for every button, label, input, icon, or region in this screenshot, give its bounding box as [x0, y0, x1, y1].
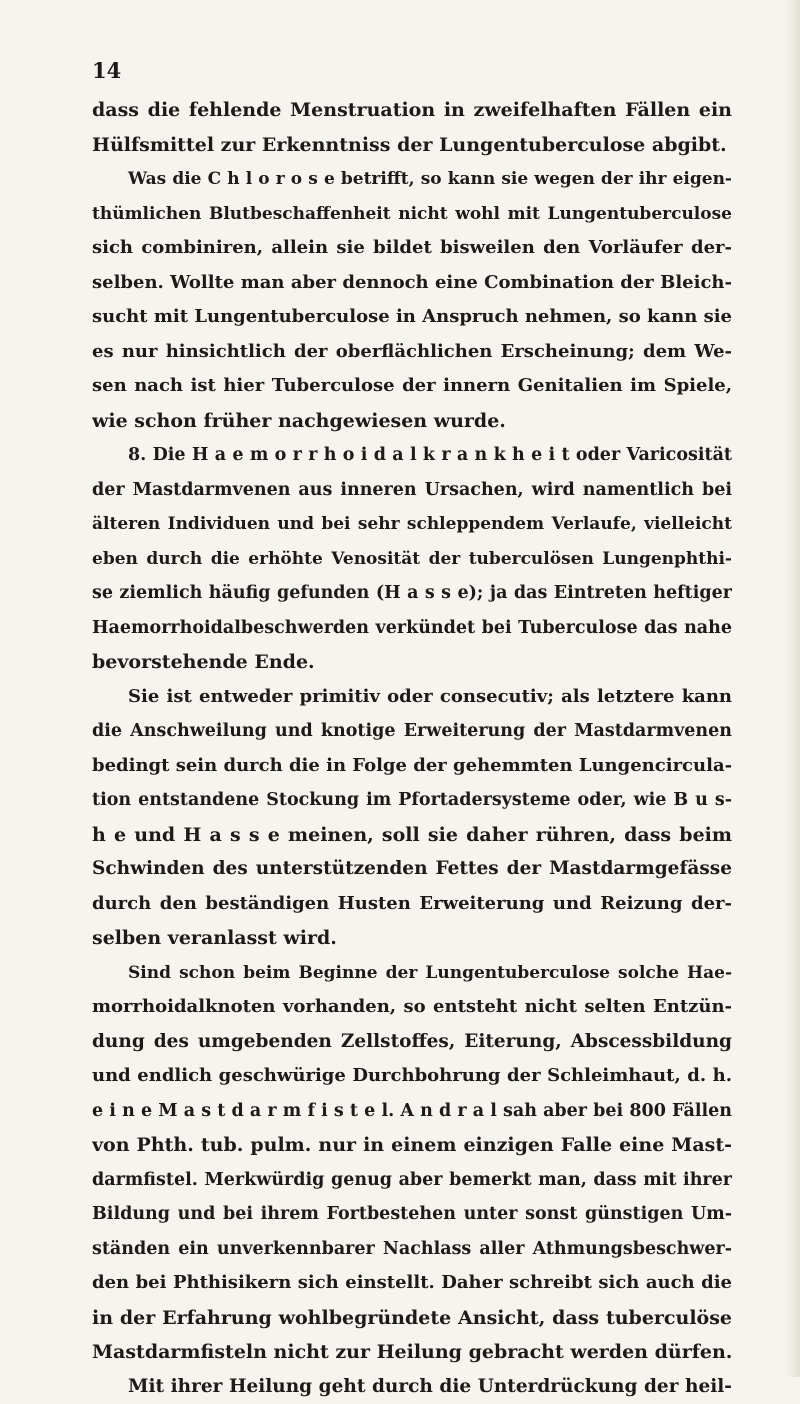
text-line: die Anschweilung und knotige Erweiterung der Mastdarmvenen	[92, 714, 732, 749]
text-line: 8. Die H a e m o r r h o i d a l k r a n k h e i t oder Varicosität	[92, 438, 732, 473]
text-line: Was die C h l o r o s e betrifft, so kann sie wegen der ihr eigen-	[92, 162, 732, 197]
text-line: bevorstehende Ende.	[92, 645, 732, 680]
text-line: der Mastdarmvenen aus inneren Ursachen, wird namentlich bei	[92, 473, 732, 508]
text-line: Hülfsmittel zur Erkenntniss der Lungentuberculose abgibt.	[92, 128, 732, 163]
text-line: Mastdarmfisteln nicht zur Heilung gebracht werden dürfen.	[92, 1335, 732, 1370]
text-line: sucht mit Lungentuberculose in Anspruch nehmen, so kann sie	[92, 300, 732, 335]
text-line: den bei Phthisikern sich einstellt. Daher schreibt sich auch die	[92, 1266, 732, 1301]
text-line: h e und H a s s e meinen, soll sie daher rühren, dass beim	[92, 818, 732, 853]
text-line: se ziemlich häufig gefunden (H a s s e); ja das Eintreten heftiger	[92, 576, 732, 611]
text-line: dung des umgebenden Zellstoffes, Eiterung, Abscessbildung	[92, 1025, 732, 1060]
text-line: wie schon früher nachgewiesen wurde.	[92, 404, 732, 439]
text-line: morrhoidalknoten vorhanden, so entsteht nicht selten Entzün-	[92, 990, 732, 1025]
text-line: älteren Individuen und bei sehr schleppendem Verlaufe, vielleicht	[92, 507, 732, 542]
text-line: e i n e M a s t d a r m f i s t e l. A n d r a l sah aber bei 800 Fällen	[92, 1094, 732, 1129]
text-line: in der Erfahrung wohlbegründete Ansicht, dass tuberculöse	[92, 1301, 732, 1336]
text-line: von Phth. tub. pulm. nur in einem einzigen Falle eine Mast-	[92, 1128, 732, 1163]
text-line: Sie ist entweder primitiv oder consecutiv; als letztere kann	[92, 680, 732, 715]
text-line: Mit ihrer Heilung geht durch die Unterdrückung der heil-	[92, 1370, 732, 1404]
text-line: selben veranlasst wird.	[92, 921, 732, 956]
text-line: ständen ein unverkennbarer Nachlass aller Athmungsbeschwer-	[92, 1232, 732, 1267]
text-line: es nur hinsichtlich der oberflächlichen Erscheinung; dem We-	[92, 335, 732, 370]
text-line: Haemorrhoidalbeschwerden verkündet bei Tuberculose das nahe	[92, 611, 732, 646]
text-line: thümlichen Blutbeschaffenheit nicht wohl mit Lungentuberculose	[92, 197, 732, 232]
text-line: Sind schon beim Beginne der Lungentuberculose solche Hae-	[92, 956, 732, 991]
text-line: Bildung und bei ihrem Fortbestehen unter sonst günstigen Um-	[92, 1197, 732, 1232]
text-line: bedingt sein durch die in Folge der gehemmten Lungencircula-	[92, 749, 732, 784]
text-line: eben durch die erhöhte Venosität der tuberculösen Lungenphthi-	[92, 542, 732, 577]
text-line: sich combiniren, allein sie bildet bisweilen den Vorläufer der-	[92, 231, 732, 266]
text-line: durch den beständigen Husten Erweiterung und Reizung der-	[92, 887, 732, 922]
body-text	[92, 93, 732, 1404]
text-line: tion entstandene Stockung im Pfortadersysteme oder, wie B u s-	[92, 783, 732, 818]
text-line: sen nach ist hier Tuberculose der innern Genitalien im Spiele,	[92, 369, 732, 404]
page-edge-shadow	[786, 0, 800, 1377]
text-line: dass die fehlende Menstruation in zweifelhaften Fällen ein	[92, 93, 732, 128]
text-line: selben. Wollte man aber dennoch eine Combination der Bleich-	[92, 266, 732, 301]
page-number: 14	[92, 58, 121, 83]
text-line: Schwinden des unterstützenden Fettes der Mastdarmgefässe	[92, 852, 732, 887]
text-line: darmfistel. Merkwürdig genug aber bemerkt man, dass mit ihrer	[92, 1163, 732, 1198]
text-line: und endlich geschwürige Durchbohrung der Schleimhaut, d. h.	[92, 1059, 732, 1094]
